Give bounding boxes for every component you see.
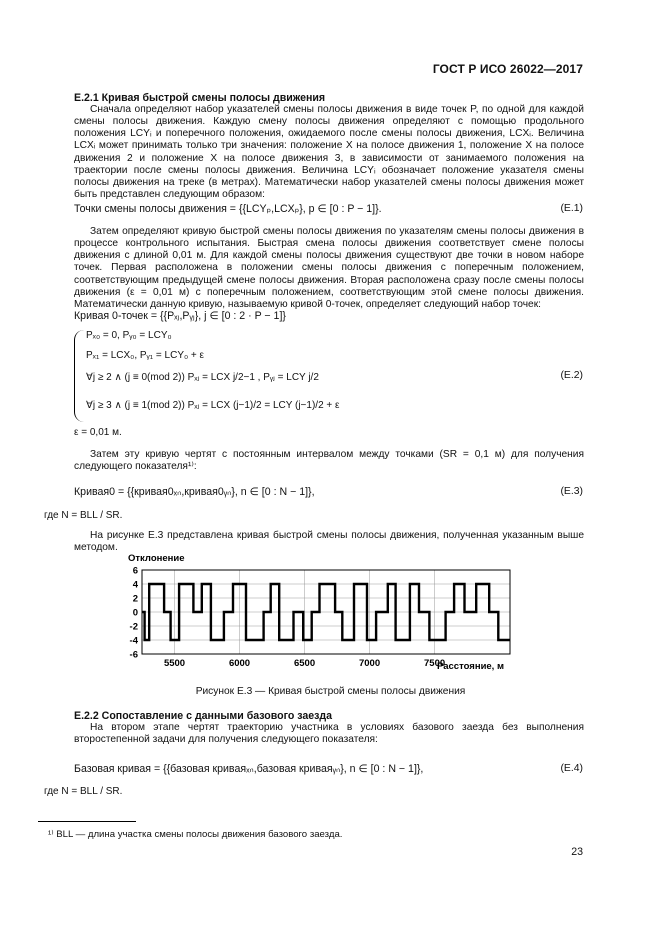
chart-x-tick-label: 7000	[358, 658, 381, 669]
equation-e4-body: {{базовая криваяₓₙ,базовая криваяᵧₙ}, n ∈ [0 : N − 1]},	[163, 763, 424, 775]
footnote: ¹⁾ BLL — длина участка смены полосы движения базового заезда.	[48, 829, 343, 840]
chart-x-tick-label: 7500	[424, 658, 446, 669]
equation-e3-label: Кривая0 =	[74, 486, 125, 498]
equation-e1-body: {{LCYₚ,LCXₚ}, p ∈ [0 : P − 1]}.	[238, 203, 382, 215]
paragraph-5: На втором этапе чертят траекторию участника в условиях базового заезда без выполнения второстепенной задачи для получения следующего показателя:	[74, 722, 584, 746]
paragraph-3: Затем эту кривую чертят с постоянным интервалом между точками (SR = 0,1 м) для получения следующего показателя¹⁾:	[74, 449, 584, 473]
equation-e4	[74, 763, 423, 775]
equation-e2-line-1: Pₓ₀ = 0, Pᵧ₀ = LCY₀	[86, 330, 172, 341]
equation-e1-label: Точки смены полосы движения =	[74, 203, 236, 215]
chart-x-tick-label: 6500	[293, 658, 316, 669]
chart-y-tick-label: 4	[132, 579, 138, 591]
equation-e1-number: (Е.1)	[560, 203, 583, 214]
chart-y-ticks	[130, 566, 139, 661]
chart-y-tick-label: -2	[129, 621, 138, 633]
equation-e3-where: где N = BLL / SR.	[44, 510, 123, 521]
chart-x-tick-label: 5500	[163, 658, 186, 669]
page-number: 23	[571, 846, 583, 858]
equation-e4-number: (Е.4)	[560, 763, 583, 774]
equation-e2-label: Кривая 0-точек =	[74, 310, 158, 322]
chart-y-tick-label: 0	[132, 607, 138, 619]
equation-e3-body: {{кривая0ₓₙ,кривая0ᵧₙ}, n ∈ [0 : N − 1]},	[127, 486, 315, 498]
equation-e2-header	[74, 310, 286, 322]
chart-y-tick-label: 6	[132, 565, 138, 577]
paragraph-2: Затем определяют кривую быстрой смены полосы движения по указателям смены полосы движения в процессе контрольного испытания. Быстрая смена полосы движения соответствует смене полосы движения с длиной 0,01 м. Для каждой смены полосы движения существуют две точки в новом наборе точек. Первая расположена в положении смены полосы движения с поперечным положением, соответствующим предыдущей смене полосы движения. Вторая расположена сразу после смены полосы движения (ε = 0,01 м) с поперечным положением, соответствующим этой смене полосы движения. Математически данную кривую, называемую кривой 0-точек, определяет следующий набор точек:	[74, 226, 584, 310]
equation-e2-line-3: ∀j ≥ 2 ∧ (j ≡ 0(mod 2)) Pₓⱼ = LCX j/2−1 , Pᵧⱼ = LCY j/2	[86, 372, 319, 383]
chart-y-tick-label: -6	[129, 649, 138, 661]
equation-e3	[74, 486, 315, 498]
paragraph-1: Сначала определяют набор указателей смены полосы движения в виде точек P, по одной для каждой смены полосы движения. Каждую смену полосы движения определяют с помощью продольного положения LCYᵢ и поперечного положения, ожидаемого после смены полосы движения, LCXᵢ. Величина LCXᵢ может принимать только три значения: положение X на полосе движения 1, положение X на полосе движения 2 и положение X на полосе движения 3, в зависимости от занимаемого положения на траектории после смены полосы движения. Величина LCYᵢ обозначает положение указателя смены полосы движения на треке (в метрах). Математически набор указателей смены полосы движения может быть представлен следующим образом:	[74, 104, 584, 201]
equation-e3-number: (Е.3)	[560, 486, 583, 497]
chart-x-ticks	[164, 658, 445, 669]
figure-caption: Рисунок Е.3 — Кривая быстрой смены полосы движения	[195, 686, 466, 697]
equation-e2-set: {{Pₓⱼ,Pᵧⱼ}, j ∈ [0 : 2 · P − 1]}	[160, 310, 286, 322]
equation-e2-line-4: ∀j ≥ 3 ∧ (j ≡ 1(mod 2)) Pₓⱼ = LCX (j−1)/2 = LCY (j−1)/2 + ε	[86, 400, 340, 411]
document-header: ГОСТ Р ИСО 26022—2017	[432, 62, 583, 76]
footnote-divider	[38, 821, 136, 822]
lane-change-chart	[120, 552, 520, 682]
section-title-e21: Е.2.1 Кривая быстрой смены полосы движения	[74, 92, 326, 104]
section-title-e22: Е.2.2 Сопоставление с данными базового заезда	[74, 710, 333, 722]
chart-x-tick-label: 6000	[228, 658, 251, 669]
equation-e2-line-2: Pₓ₁ = LCX₀, Pᵧ₁ = LCY₀ + ε	[86, 350, 204, 361]
chart-y-tick-label: -4	[129, 635, 138, 647]
chart-y-tick-label: 2	[132, 593, 138, 605]
equation-e2-number: (Е.2)	[560, 370, 583, 381]
chart-x-label: Расстояние, м	[437, 661, 504, 672]
chart-title: Отклонение	[128, 553, 185, 564]
equation-e2-epsilon: ε = 0,01 м.	[74, 427, 122, 438]
equation-e1	[74, 203, 382, 215]
paragraph-4: На рисунке Е.3 представлена кривая быстрой смены полосы движения, полученная указанным выше методом.	[74, 530, 584, 554]
equation-e4-where: где N = BLL / SR.	[44, 786, 123, 797]
equation-e4-label: Базовая кривая =	[74, 763, 161, 775]
